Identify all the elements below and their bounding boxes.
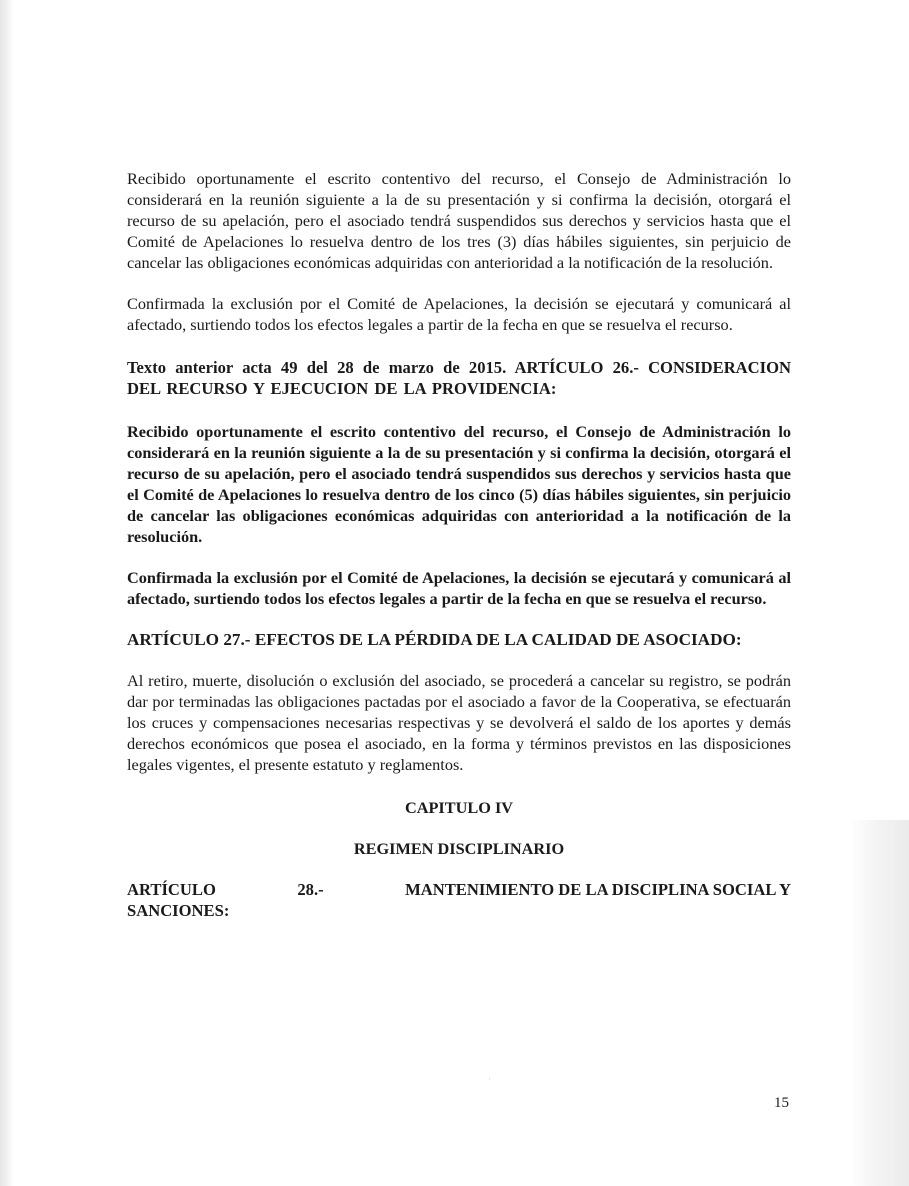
- scan-artifact: ·: [488, 1074, 491, 1084]
- article-28-title: MANTENIMIENTO DE LA DISCIPLINA SOCIAL Y: [405, 880, 791, 899]
- previous-text-heading: Texto anterior acta 49 del 28 de marzo de 2015. ARTÍCULO 26.- CONSIDERACION DEL RECURSO Y EJECUCION DE LA PROVIDENCIA:: [127, 358, 791, 398]
- article-28-heading-line2: SANCIONES:: [127, 901, 230, 920]
- article-28-label: ARTÍCULO: [127, 880, 216, 899]
- paragraph-recibido: Recibido oportunamente el escrito contentivo del recurso, el Consejo de Administración lo considerará en la reunión siguiente a la de su presentación y si confirma la decisión, otorgará el recurso de su apelación, pero el asociado tendrá suspendidos sus derechos y servicios hasta que el Comité de Apelaciones lo resuelva dentro de los tres (3) días hábiles siguientes, sin perjuicio de cancelar las obligaciones económicas adquiridas con anterioridad a la notificación de la resolución.: [127, 169, 791, 272]
- scan-edge-left: [0, 0, 14, 1186]
- document-page: [127, 168, 791, 921]
- chapter-title: CAPITULO IV: [404, 798, 514, 817]
- article-27-heading: ARTÍCULO 27.- EFECTOS DE LA PÉRDIDA DE LA CALIDAD DE ASOCIADO:: [127, 630, 742, 649]
- paragraph-previous-recibido: Recibido oportunamente el escrito contentivo del recurso, el Consejo de Administración lo considerará en la reunión siguiente a la de su presentación y si confirma la decisión, otorgará el recurso de su apelación, pero el asociado tendrá suspendidos sus derechos y servicios hasta que el Comité de Apelaciones lo resuelva dentro de los cinco (5) días hábiles siguientes, sin perjuicio de cancelar las obligaciones económicas adquiridas con anterioridad a la notificación de la resolución.: [127, 422, 791, 546]
- paragraph-confirmada: Confirmada la exclusión por el Comité de Apelaciones, la decisión se ejecutará y comunicará al afectado, surtiendo todos los efectos legales a partir de la fecha en que se resuelva el recurso.: [127, 294, 791, 334]
- scan-edge-right: [849, 820, 909, 1186]
- page-number: 15: [774, 1095, 789, 1111]
- paragraph-al-retiro: Al retiro, muerte, disolución o exclusión del asociado, se procederá a cancelar su registro, se podrán dar por terminadas las obligaciones pactadas por el asociado a favor de la Cooperativa, se efectuarán los cruces y compensaciones necesarias respectivas y se devolverá el saldo de los aportes y demás derechos económicos que posea el asociado, en la forma y términos previstos en las disposiciones legales vigentes, el presente estatuto y reglamentos.: [127, 671, 791, 774]
- article-28-number: 28.-: [297, 880, 324, 899]
- chapter-subtitle: REGIMEN DISCIPLINARIO: [353, 839, 565, 858]
- paragraph-previous-confirmada: Confirmada la exclusión por el Comité de Apelaciones, la decisión se ejecutará y comunicará al afectado, surtiendo todos los efectos legales a partir de la fecha en que se resuelva el recurso.: [127, 568, 791, 608]
- article-28-heading-line1: [127, 879, 791, 900]
